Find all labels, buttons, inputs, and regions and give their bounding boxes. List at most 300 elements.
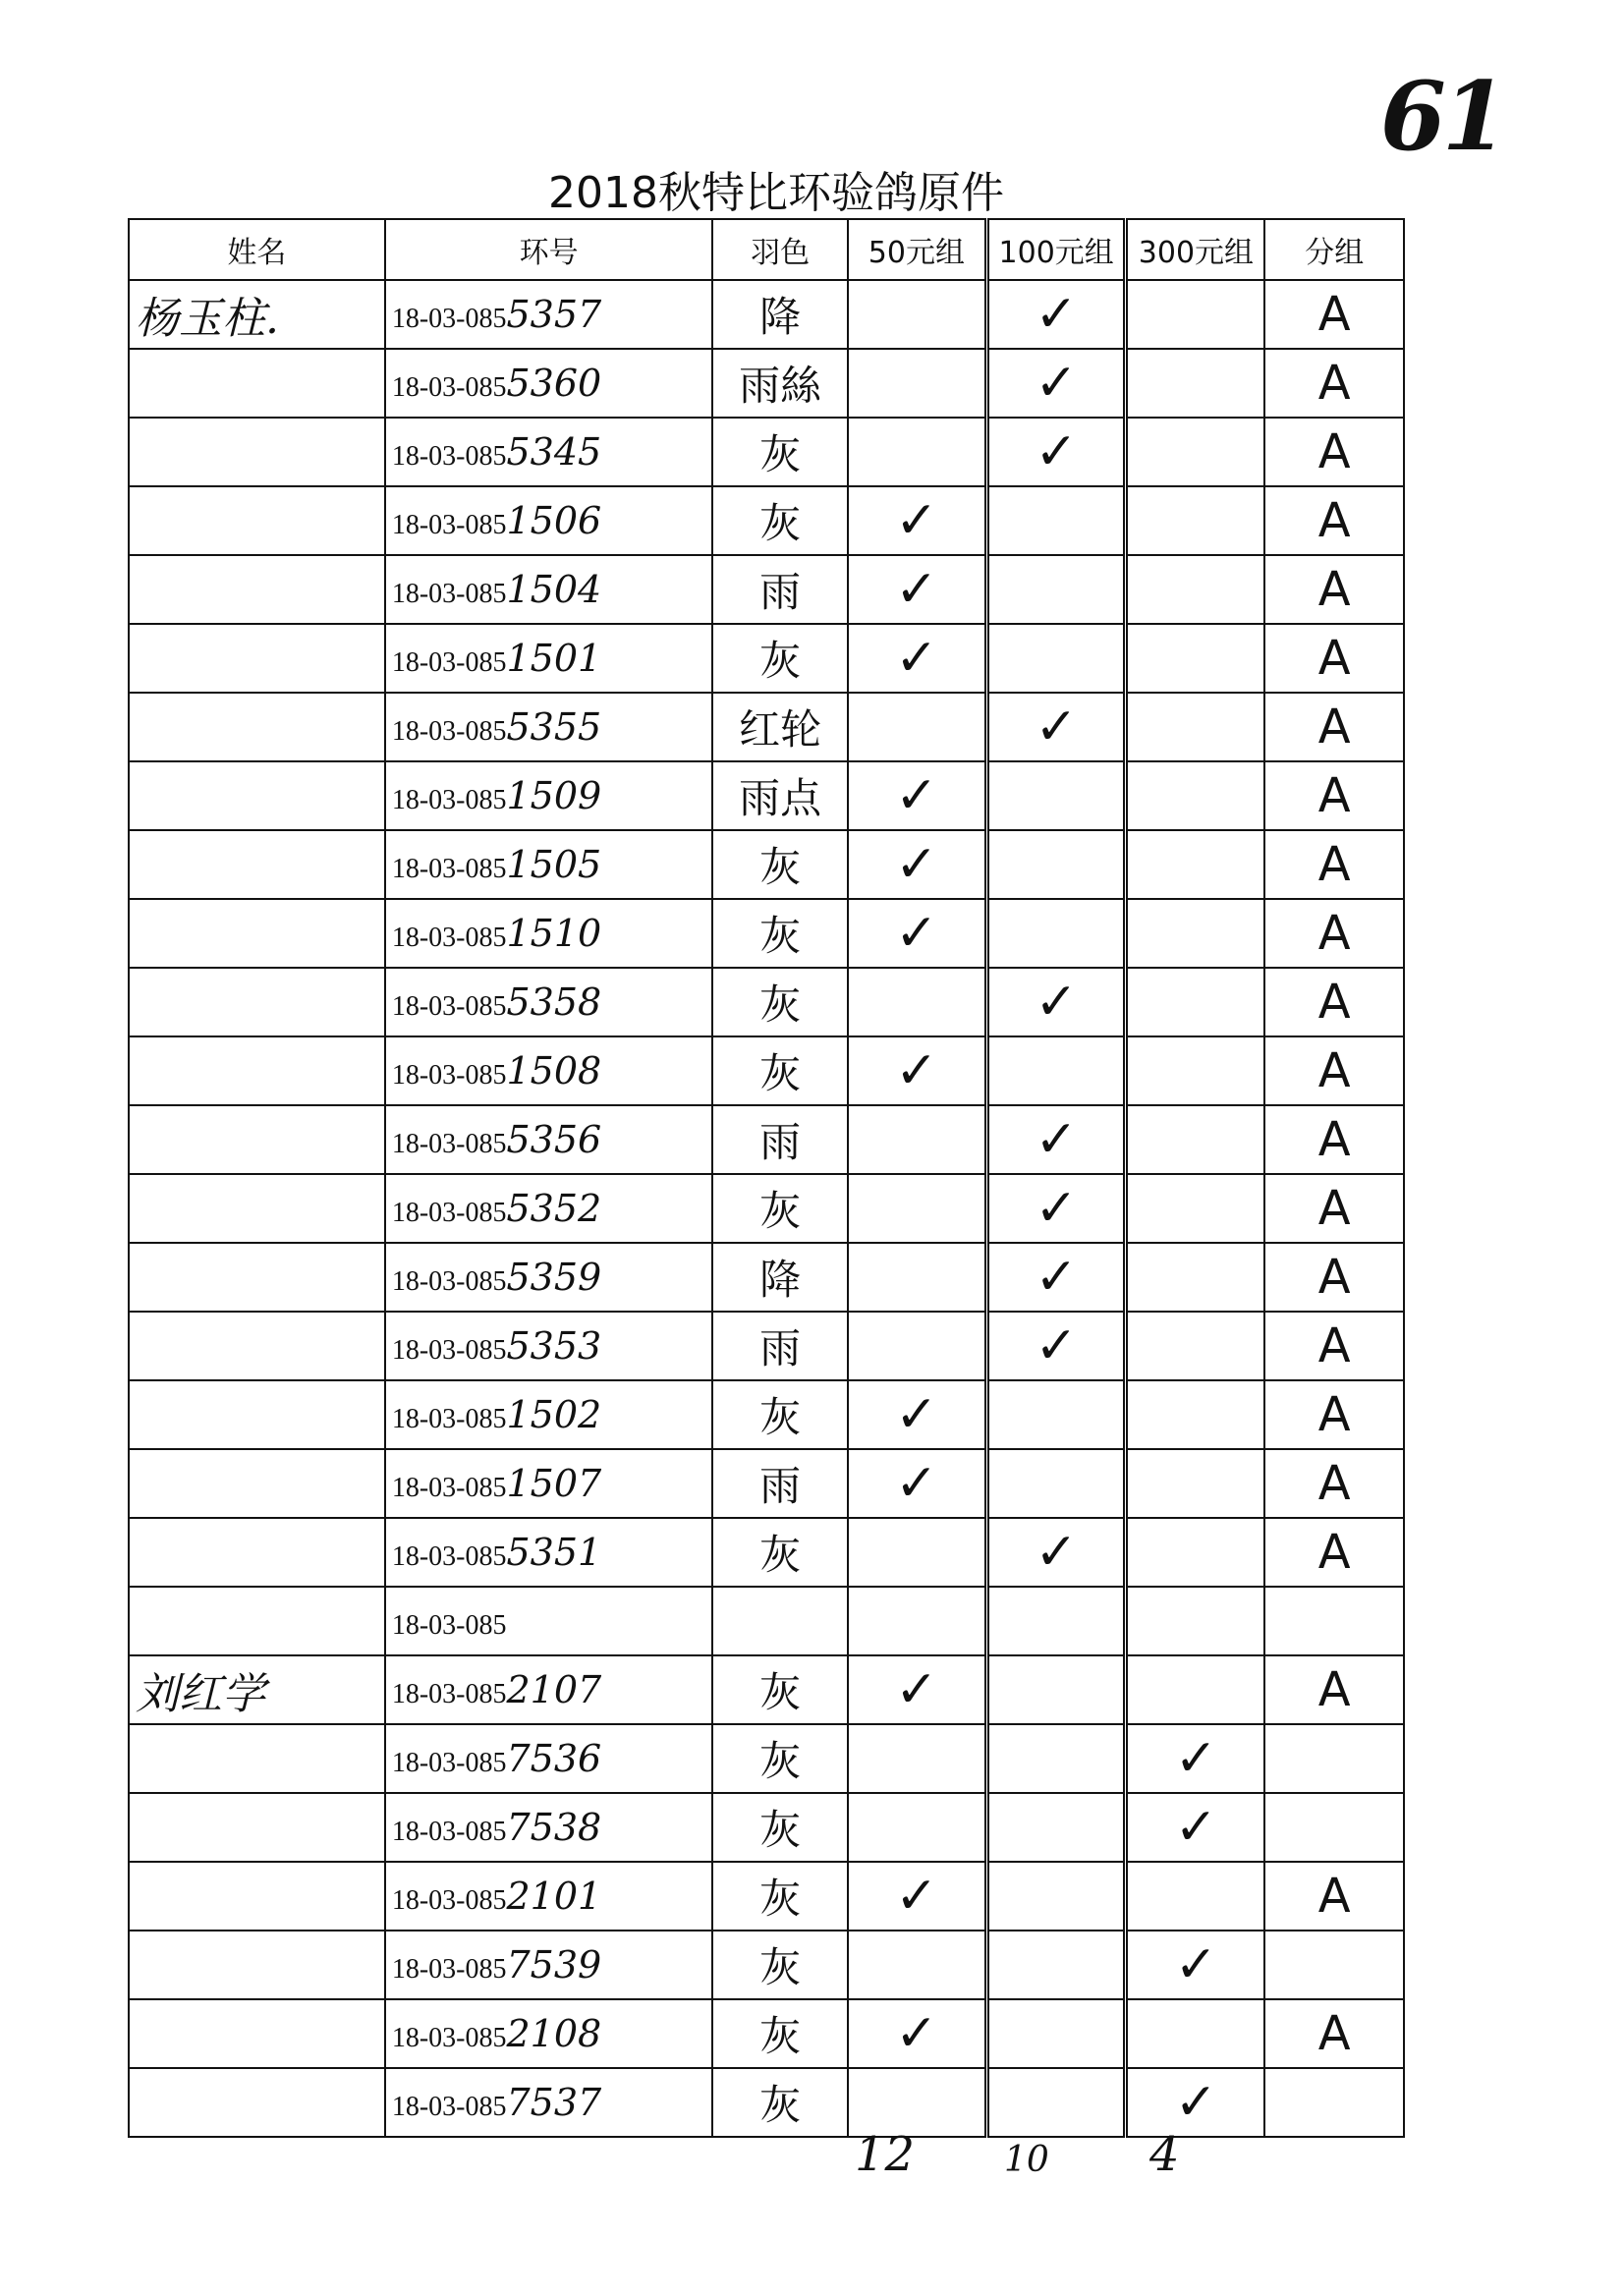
table-row [129, 555, 1404, 624]
check-cell-g50 [848, 280, 987, 349]
feather-color-cell: 降 [712, 1243, 847, 1312]
ring-prefix: 18-03-085 [391, 785, 507, 815]
ring-suffix: 5357 [506, 293, 602, 336]
ring-prefix: 18-03-085 [391, 1335, 507, 1366]
check-cell-g300 [1126, 1862, 1265, 1931]
group-cell [1264, 1931, 1404, 1999]
group-cell: A [1264, 1174, 1404, 1243]
ring-suffix: 5360 [506, 362, 602, 405]
table-row [129, 693, 1404, 761]
check-cell-g100 [986, 486, 1126, 555]
check-cell-g300 [1126, 1312, 1265, 1380]
feather-color-cell: 灰 [712, 2068, 847, 2137]
check-cell-g50 [848, 486, 987, 555]
check-cell-g300 [1126, 1931, 1265, 1999]
check-cell-g300 [1126, 555, 1265, 624]
group-cell: A [1264, 1449, 1404, 1518]
feather-color-cell: 灰 [712, 1036, 847, 1105]
check-cell-g50 [848, 1518, 987, 1587]
owner-name-cell [129, 830, 385, 899]
check-cell-g100 [986, 1999, 1126, 2068]
owner-name-cell [129, 418, 385, 486]
check-cell-g100 [986, 2068, 1126, 2137]
ring-number-cell [385, 1449, 713, 1518]
ring-suffix: 5352 [506, 1187, 602, 1230]
total-50: 12 [855, 2127, 916, 2182]
table-row [129, 1862, 1404, 1931]
ring-suffix: 5353 [506, 1324, 602, 1368]
pigeon-register-table [128, 218, 1405, 2138]
check-cell-g300 [1126, 1587, 1265, 1655]
ring-number-cell [385, 1380, 713, 1449]
ring-number-cell [385, 349, 713, 418]
ring-suffix: 7536 [506, 1737, 602, 1780]
check-mark-icon: ✓ [1035, 1110, 1078, 1169]
check-cell-g300 [1126, 1036, 1265, 1105]
check-cell-g50 [848, 1862, 987, 1931]
table-row [129, 349, 1404, 418]
check-cell-g100 [986, 1655, 1126, 1724]
ring-suffix: 5356 [506, 1118, 602, 1161]
ring-suffix: 5345 [506, 430, 602, 474]
table-row [129, 486, 1404, 555]
table-row [129, 1724, 1404, 1793]
check-cell-g100 [986, 624, 1126, 693]
check-cell-g100 [986, 1174, 1126, 1243]
ring-prefix: 18-03-085 [391, 1954, 507, 1985]
table-row [129, 1587, 1404, 1655]
check-cell-g300 [1126, 1243, 1265, 1312]
check-cell-g50 [848, 1793, 987, 1862]
ring-prefix: 18-03-085 [391, 2092, 507, 2122]
check-cell-g300 [1126, 1655, 1265, 1724]
ring-number-cell [385, 418, 713, 486]
feather-color-cell: 灰 [712, 486, 847, 555]
ring-prefix: 18-03-085 [391, 1404, 507, 1434]
group-cell: A [1264, 486, 1404, 555]
owner-name-cell [129, 349, 385, 418]
feather-color-cell [712, 1587, 847, 1655]
table-row [129, 968, 1404, 1036]
feather-color-cell: 灰 [712, 899, 847, 968]
owner-name-cell [129, 1312, 385, 1380]
group-cell [1264, 2068, 1404, 2137]
header-ring: 环号 [385, 219, 713, 280]
owner-name-cell [129, 968, 385, 1036]
check-cell-g50 [848, 899, 987, 968]
owner-name-cell [129, 1931, 385, 1999]
owner-name-cell [129, 899, 385, 968]
group-cell: A [1264, 1518, 1404, 1587]
ring-prefix: 18-03-085 [391, 2023, 507, 2053]
check-mark-icon: ✓ [895, 766, 938, 825]
ring-suffix: 1504 [506, 568, 602, 611]
check-cell-g100 [986, 555, 1126, 624]
feather-color-cell: 灰 [712, 1380, 847, 1449]
check-mark-icon: ✓ [1035, 422, 1078, 481]
feather-color-cell: 灰 [712, 624, 847, 693]
check-cell-g100 [986, 830, 1126, 899]
check-mark-icon: ✓ [895, 2004, 938, 2063]
check-mark-icon: ✓ [1174, 1798, 1218, 1857]
check-cell-g300 [1126, 899, 1265, 968]
ring-number-cell [385, 1655, 713, 1724]
feather-color-cell: 灰 [712, 1793, 847, 1862]
check-cell-g100 [986, 349, 1126, 418]
header-name: 姓名 [129, 219, 385, 280]
owner-name-cell [129, 1105, 385, 1174]
header-color: 羽色 [712, 219, 847, 280]
page-title: 2018秋特比环验鸽原件 [548, 168, 1004, 218]
check-cell-g100 [986, 1724, 1126, 1793]
ring-number-cell [385, 555, 713, 624]
group-cell: A [1264, 1105, 1404, 1174]
ring-prefix: 18-03-085 [391, 1060, 507, 1091]
check-cell-g50 [848, 1312, 987, 1380]
check-mark-icon: ✓ [895, 560, 938, 619]
check-cell-g300 [1126, 1999, 1265, 2068]
check-cell-g300 [1126, 1449, 1265, 1518]
ring-suffix: 1509 [506, 774, 602, 817]
ring-number-cell [385, 1036, 713, 1105]
check-cell-g300 [1126, 830, 1265, 899]
ring-prefix: 18-03-085 [391, 1748, 507, 1778]
check-mark-icon: ✓ [895, 835, 938, 894]
ring-number-cell [385, 1862, 713, 1931]
ring-prefix: 18-03-085 [391, 647, 507, 678]
check-cell-g50 [848, 1724, 987, 1793]
group-cell: A [1264, 968, 1404, 1036]
table-row [129, 1655, 1404, 1724]
group-cell: A [1264, 761, 1404, 830]
ring-suffix: 1510 [506, 912, 602, 955]
table-row [129, 1105, 1404, 1174]
check-cell-g50 [848, 968, 987, 1036]
ring-number-cell [385, 968, 713, 1036]
group-cell: A [1264, 899, 1404, 968]
ring-prefix: 18-03-085 [391, 1885, 507, 1916]
check-cell-g300 [1126, 1518, 1265, 1587]
feather-color-cell: 降 [712, 280, 847, 349]
ring-suffix: 5358 [506, 980, 602, 1024]
check-cell-g300 [1126, 1793, 1265, 1862]
check-cell-g100 [986, 1105, 1126, 1174]
owner-name-cell [129, 1724, 385, 1793]
ring-suffix: 5355 [506, 705, 602, 749]
feather-color-cell: 灰 [712, 1999, 847, 2068]
header-group-50: 50元组 [848, 219, 987, 280]
ring-suffix: 1506 [506, 499, 602, 542]
ring-suffix: 2108 [506, 2012, 602, 2055]
table-row [129, 624, 1404, 693]
check-mark-icon: ✓ [895, 904, 938, 963]
check-cell-g300 [1126, 486, 1265, 555]
table-row [129, 1518, 1404, 1587]
owner-name-cell [129, 1862, 385, 1931]
ring-prefix: 18-03-085 [391, 991, 507, 1022]
check-cell-g50 [848, 1587, 987, 1655]
ring-suffix: 1505 [506, 843, 602, 886]
ring-number-cell [385, 1312, 713, 1380]
check-cell-g50 [848, 1105, 987, 1174]
ring-number-cell [385, 1243, 713, 1312]
check-mark-icon: ✓ [1035, 1248, 1078, 1307]
check-cell-g50 [848, 1243, 987, 1312]
table-row [129, 280, 1404, 349]
check-cell-g300 [1126, 693, 1265, 761]
group-cell: A [1264, 1862, 1404, 1931]
table-row [129, 1243, 1404, 1312]
check-mark-icon: ✓ [895, 1867, 938, 1926]
table-row [129, 830, 1404, 899]
owner-name-cell [129, 1518, 385, 1587]
check-cell-g300 [1126, 349, 1265, 418]
header-group: 分组 [1264, 219, 1404, 280]
table-row [129, 1449, 1404, 1518]
check-cell-g100 [986, 1587, 1126, 1655]
check-cell-g50 [848, 1036, 987, 1105]
header-group-300: 300元组 [1126, 219, 1265, 280]
check-cell-g300 [1126, 1380, 1265, 1449]
ring-prefix: 18-03-085 [391, 1473, 507, 1503]
check-mark-icon: ✓ [1035, 1316, 1078, 1375]
check-cell-g50 [848, 761, 987, 830]
group-cell: A [1264, 280, 1404, 349]
check-cell-g50 [848, 1174, 987, 1243]
owner-name-cell [129, 1174, 385, 1243]
ring-number-cell [385, 486, 713, 555]
check-mark-icon: ✓ [1035, 1179, 1078, 1238]
check-cell-g50 [848, 830, 987, 899]
feather-color-cell: 雨絲 [712, 349, 847, 418]
check-mark-icon: ✓ [1174, 1935, 1218, 1994]
group-cell: A [1264, 1999, 1404, 2068]
check-cell-g100 [986, 1036, 1126, 1105]
page-number: 61 [1380, 61, 1504, 172]
ring-suffix: 2101 [506, 1875, 602, 1918]
check-mark-icon: ✓ [895, 1041, 938, 1100]
check-cell-g100 [986, 1243, 1126, 1312]
check-mark-icon: ✓ [1035, 698, 1078, 756]
check-cell-g300 [1126, 968, 1265, 1036]
feather-color-cell: 灰 [712, 1724, 847, 1793]
ring-prefix: 18-03-085 [391, 510, 507, 540]
check-mark-icon: ✓ [1035, 973, 1078, 1032]
check-mark-icon: ✓ [1035, 354, 1078, 413]
group-cell: A [1264, 830, 1404, 899]
feather-color-cell: 雨 [712, 1449, 847, 1518]
feather-color-cell: 灰 [712, 418, 847, 486]
group-cell [1264, 1793, 1404, 1862]
ring-suffix: 2107 [506, 1668, 602, 1711]
owner-name-cell [129, 1036, 385, 1105]
check-mark-icon: ✓ [895, 629, 938, 688]
check-cell-g100 [986, 1793, 1126, 1862]
check-cell-g300 [1126, 1724, 1265, 1793]
group-cell: A [1264, 693, 1404, 761]
check-cell-g100 [986, 1312, 1126, 1380]
check-cell-g50 [848, 693, 987, 761]
ring-suffix: 1508 [506, 1049, 602, 1092]
header-row [129, 219, 1404, 280]
check-cell-g50 [848, 624, 987, 693]
feather-color-cell: 灰 [712, 830, 847, 899]
check-cell-g50 [848, 418, 987, 486]
group-cell [1264, 1724, 1404, 1793]
table-row [129, 1931, 1404, 1999]
owner-name-cell [129, 1999, 385, 2068]
ring-prefix: 18-03-085 [391, 1266, 507, 1297]
table-row [129, 418, 1404, 486]
ring-suffix: 1502 [506, 1393, 602, 1436]
check-cell-g100 [986, 1518, 1126, 1587]
group-cell: A [1264, 1036, 1404, 1105]
table-row [129, 1999, 1404, 2068]
ring-number-cell [385, 830, 713, 899]
check-cell-g300 [1126, 1174, 1265, 1243]
check-cell-g50 [848, 1380, 987, 1449]
check-cell-g100 [986, 1931, 1126, 1999]
ring-suffix: 7539 [506, 1943, 602, 1987]
ring-prefix: 18-03-085 [391, 441, 507, 472]
table-row [129, 761, 1404, 830]
ring-number-cell [385, 1931, 713, 1999]
ring-number-cell [385, 1793, 713, 1862]
owner-name-cell [129, 1380, 385, 1449]
ring-number-cell [385, 899, 713, 968]
check-cell-g50 [848, 1999, 987, 2068]
feather-color-cell: 雨 [712, 555, 847, 624]
group-cell: A [1264, 1243, 1404, 1312]
owner-name-cell [129, 486, 385, 555]
ring-number-cell [385, 2068, 713, 2137]
check-cell-g100 [986, 280, 1126, 349]
ring-prefix: 18-03-085 [391, 923, 507, 953]
table-row [129, 1312, 1404, 1380]
check-cell-g50 [848, 349, 987, 418]
owner-name-cell [129, 693, 385, 761]
feather-color-cell: 雨 [712, 1105, 847, 1174]
ring-prefix: 18-03-085 [391, 1541, 507, 1572]
check-cell-g300 [1126, 2068, 1265, 2137]
ring-suffix: 7537 [506, 2081, 602, 2124]
check-cell-g100 [986, 761, 1126, 830]
ring-number-cell [385, 1105, 713, 1174]
check-cell-g100 [986, 1380, 1126, 1449]
ring-number-cell [385, 761, 713, 830]
owner-name-cell [129, 761, 385, 830]
check-cell-g100 [986, 418, 1126, 486]
table-row [129, 899, 1404, 968]
ring-number-cell [385, 280, 713, 349]
check-mark-icon: ✓ [1035, 285, 1078, 344]
feather-color-cell: 雨点 [712, 761, 847, 830]
ring-suffix: 5351 [506, 1531, 602, 1574]
check-cell-g50 [848, 1655, 987, 1724]
check-mark-icon: ✓ [1174, 2073, 1218, 2132]
table-row [129, 1174, 1404, 1243]
table-row [129, 1036, 1404, 1105]
owner-name-cell [129, 1793, 385, 1862]
total-300: 4 [1149, 2127, 1180, 2182]
ring-prefix: 18-03-085 [391, 1198, 507, 1228]
check-cell-g300 [1126, 624, 1265, 693]
group-cell: A [1264, 624, 1404, 693]
feather-color-cell: 灰 [712, 1174, 847, 1243]
group-cell: A [1264, 418, 1404, 486]
check-cell-g100 [986, 693, 1126, 761]
check-mark-icon: ✓ [895, 1660, 938, 1719]
ring-suffix: 1501 [506, 637, 602, 680]
check-cell-g300 [1126, 418, 1265, 486]
ring-number-cell [385, 1724, 713, 1793]
ring-prefix: 18-03-085 [391, 716, 507, 747]
ring-prefix: 18-03-085 [391, 579, 507, 609]
check-mark-icon: ✓ [895, 1454, 938, 1513]
owner-name-cell [129, 624, 385, 693]
feather-color-cell: 红轮 [712, 693, 847, 761]
group-cell: A [1264, 1380, 1404, 1449]
ring-number-cell [385, 1999, 713, 2068]
check-cell-g50 [848, 555, 987, 624]
check-cell-g100 [986, 899, 1126, 968]
ring-prefix: 18-03-085 [391, 1129, 507, 1159]
header-group-100: 100元组 [986, 219, 1126, 280]
owner-name-cell [129, 555, 385, 624]
feather-color-cell: 灰 [712, 1655, 847, 1724]
ring-prefix: 18-03-085 [391, 304, 507, 334]
ring-number-cell [385, 693, 713, 761]
check-cell-g100 [986, 968, 1126, 1036]
total-100: 10 [1004, 2140, 1049, 2180]
group-cell: A [1264, 555, 1404, 624]
check-cell-g300 [1126, 1105, 1265, 1174]
check-cell-g50 [848, 1449, 987, 1518]
feather-color-cell: 雨 [712, 1312, 847, 1380]
owner-name-cell [129, 1587, 385, 1655]
owner-name-cell [129, 1449, 385, 1518]
group-cell: A [1264, 1312, 1404, 1380]
owner-name-cell: 杨玉柱. [129, 280, 385, 349]
ring-prefix: 18-03-085 [391, 1679, 507, 1709]
check-mark-icon: ✓ [895, 491, 938, 550]
group-cell [1264, 1587, 1404, 1655]
table-row [129, 2068, 1404, 2137]
table-row [129, 1380, 1404, 1449]
check-cell-g300 [1126, 761, 1265, 830]
ring-number-cell [385, 1518, 713, 1587]
check-cell-g50 [848, 1931, 987, 1999]
check-mark-icon: ✓ [1174, 1729, 1218, 1788]
ring-suffix: 1507 [506, 1462, 602, 1505]
ring-prefix: 18-03-085 [391, 1817, 507, 1847]
feather-color-cell: 灰 [712, 1862, 847, 1931]
ring-suffix: 5359 [506, 1256, 602, 1299]
check-cell-g100 [986, 1449, 1126, 1518]
ring-number-cell [385, 624, 713, 693]
owner-name-cell: 刘红学 [129, 1655, 385, 1724]
check-cell-g100 [986, 1862, 1126, 1931]
feather-color-cell: 灰 [712, 1518, 847, 1587]
ring-prefix: 18-03-085 [391, 854, 507, 884]
ring-number-cell [385, 1174, 713, 1243]
check-mark-icon: ✓ [895, 1385, 938, 1444]
ring-prefix: 18-03-085 [391, 372, 507, 403]
owner-name-cell [129, 1243, 385, 1312]
table-row [129, 1793, 1404, 1862]
feather-color-cell: 灰 [712, 1931, 847, 1999]
owner-name-cell [129, 2068, 385, 2137]
